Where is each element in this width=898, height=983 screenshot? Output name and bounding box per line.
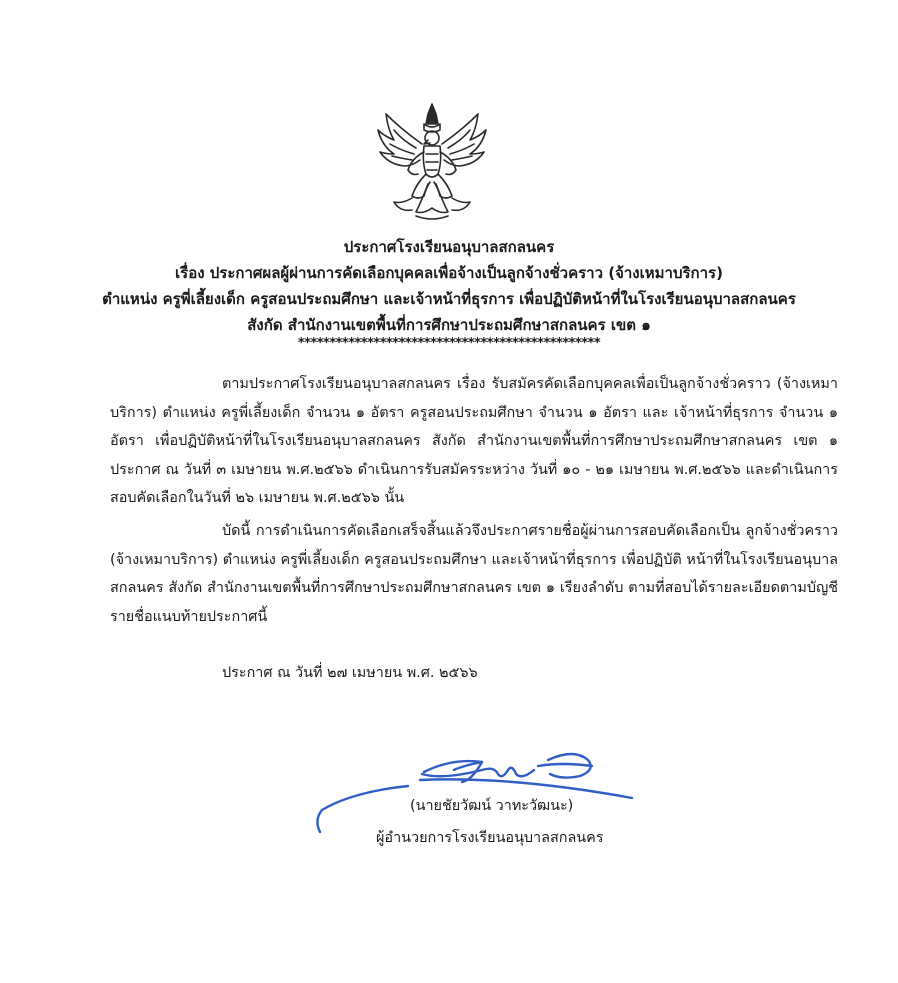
body-paragraph-1: ตามประกาศโรงเรียนอนุบาลสกลนคร เรื่อง รับสมัครคัดเลือกบุคคลเพื่อเป็นลูกจ้างชั่วคราว (จ้างเหมาบริการ) ตำแหน่ง ครูพี่เลี้ยงเด็ก จำนวน ๑ อัตรา ครูสอนประถมศึกษา จำนวน ๑ อัตรา และ เจ้าหน้าที่ธุรการ จำนวน ๑ อัตรา เพื่อปฏิบัติหน้าที่ในโรงเรียนอนุบาลสกลนคร สังกัด สำนักงานเขตพื้นที่การศึกษาประถมศึกษาสกลนคร เขต ๑ ประกาศ ณ วันที่ ๓ เมษายน พ.ศ.๒๕๖๖ ดำเนินการรับสมัครระหว่าง วันที่ ๑๐ - ๒๑ เมษายน พ.ศ.๒๕๖๖ และดำเนินการสอบคัดเลือกในวันที่ ๒๖ เมษายน พ.ศ.๒๕๖๖ นั้น xyxy=(110,376,838,506)
signatory-name: (นายชัยวัฒน์ วาทะวัฒนะ) xyxy=(410,798,574,814)
garuda-emblem-icon xyxy=(372,100,492,222)
separator-line: ************************************************ xyxy=(297,336,601,351)
announcement-affiliation: สังกัด สำนักงานเขตพื้นที่การศึกษาประถมศึกษาสกลนคร เขต ๑ xyxy=(247,316,651,334)
announcement-positions: ตำแหน่ง ครูพี่เลี้ยงเด็ก ครูสอนประถมศึกษา และเจ้าหน้าที่ธุรการ เพื่อปฏิบัติหน้าที่ในโรงเรียนอนุบาลสกลนคร xyxy=(102,290,796,308)
announcement-date: ประกาศ ณ วันที่ ๒๗ เมษายน พ.ศ. ๒๕๖๖ xyxy=(222,665,478,681)
body-paragraph-2: บัดนี้ การดำเนินการคัดเลือกเสร็จสิ้นแล้วจึงประกาศรายชื่อผู้ผ่านการสอบคัดเลือกเป็น ลูกจ้างชั่วคราว (จ้างเหมาบริการ) ตำแหน่ง ครูพี่เลี้ยงเด็ก ครูสอนประถมศึกษา และเจ้าหน้าที่ธุรการ เพื่อปฏิบัติ หน้าที่ในโรงเรียนอนุบาลสกลนคร สังกัด สำนักงานเขตพื้นที่การศึกษาประถมศึกษาสกลนคร เขต ๑ เรียงลำดับ ตามที่สอบได้รายละเอียดตามบัญชีรายชื่อแนบท้ายประกาศนี้ xyxy=(110,523,838,625)
announcement-subject: เรื่อง ประกาศผลผู้ผ่านการคัดเลือกบุคคลเพื่อจ้างเป็นลูกจ้างชั่วคราว (จ้างเหมาบริการ) xyxy=(175,264,723,282)
handwritten-signature xyxy=(312,740,642,840)
signatory-position: ผู้อำนวยการโรงเรียนอนุบาลสกลนคร xyxy=(376,830,604,846)
announcement-issuer: ประกาศโรงเรียนอนุบาลสกลนคร xyxy=(343,238,555,256)
